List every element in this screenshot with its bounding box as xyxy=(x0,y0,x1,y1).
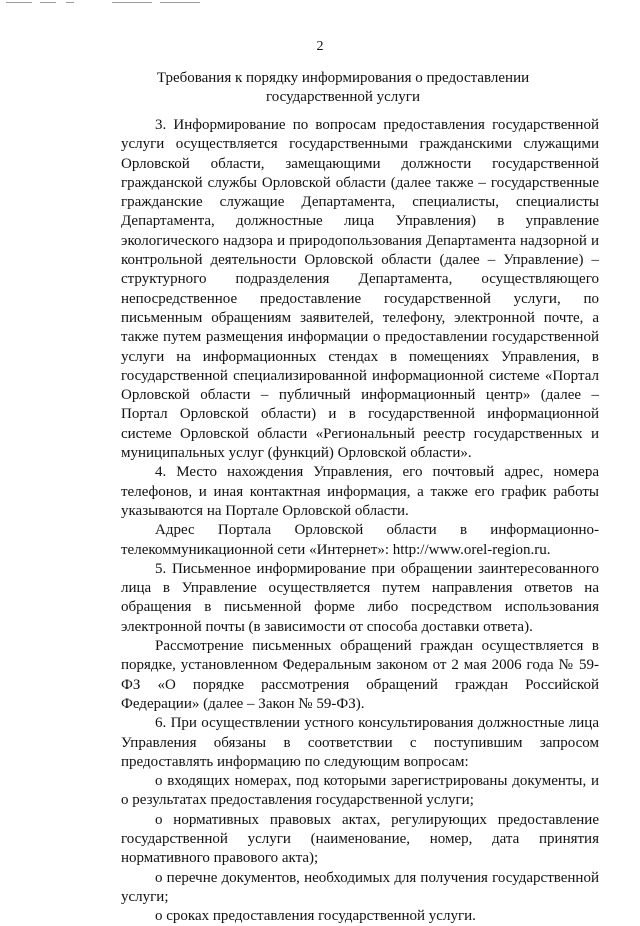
scan-artifact xyxy=(160,2,200,3)
scan-artifact xyxy=(66,2,74,3)
paragraph-5: 5. Письменное информирование при обращении заинтересованного лица в Управление осуществляется путем направления ответов на обращения в письменной форме либо посредством использования электронной почты (в зависимости от способа доставки ответа). xyxy=(121,560,599,635)
list-item: о сроках предоставления государственной услуги. xyxy=(155,908,476,925)
page-number: 2 xyxy=(316,39,324,54)
paragraph-3: 3. Информирование по вопросам предоставления государственной услуги осуществляется государственными гражданскими служащими Орловской области, замещающими должности государственной гражданской службы Орловской области (далее также – государственные гражданские служащие Департамента, специалисты, специалисты Департамента, должностные лица Управления) в управление экологического надзора и природопользования Департамента надзорной и контрольной деятельности Орловской области (далее – Управление) – структурного подразделения Департамента, осуществляющего непосредственное предоставление государственной услуги, по письменным обращениям заявителей, телефону, электронной почте, а также путем размещения информации о предоставлении государственной услуги на информационных стендах в помещениях Управления, в государственной специализированной информационной системе «Портал Орловской области – публичный информационный центр» (далее – Портал Орловской области) и в государственной информационной системе Орловской области «Региональный реестр государственных и муниципальных услуг (функций) Орловской области». xyxy=(121,117,599,462)
paragraph-6: 6. При осуществлении устного консультирования должностные лица Управления обязаны в соответствии с поступившим запросом предоставлять информацию по следующим вопросам: xyxy=(121,715,599,770)
scan-artifact xyxy=(40,2,56,3)
scan-artifact xyxy=(112,2,152,3)
written-appeals-paragraph: Рассмотрение письменных обращений граждан осуществляется в порядке, установленном Федеральным законом от 2 мая 2006 года № 59-ФЗ «О порядке рассмотрения обращений граждан Российской Федерации» (далее – Закон № 59-ФЗ). xyxy=(121,638,599,712)
document-body xyxy=(121,116,599,926)
section-title: Требования к порядку информирования о предоставлении государственной услуги xyxy=(156,70,530,105)
list-item: о перечне документов, необходимых для получения государственной услуги; xyxy=(121,869,599,905)
list-item: о нормативных правовых актах, регулирующих предоставление государственной услуги (наименование, номер, дата принятия нормативного правового акта); xyxy=(121,811,599,867)
paragraph-4: 4. Место нахождения Управления, его почтовый адрес, номера телефонов, и иная контактная информация, а также его график работы указываются на Портале Орловской области. xyxy=(121,464,599,519)
portal-address-paragraph: Адрес Портала Орловской области в информационно-телекоммуникационной сети «Интернет»: http://www.orel-region.ru. xyxy=(121,522,599,558)
scan-artifact xyxy=(6,2,32,3)
list-item: о входящих номерах, под которыми зарегистрированы документы, и о результатах предоставления государственной услуги; xyxy=(121,773,599,809)
